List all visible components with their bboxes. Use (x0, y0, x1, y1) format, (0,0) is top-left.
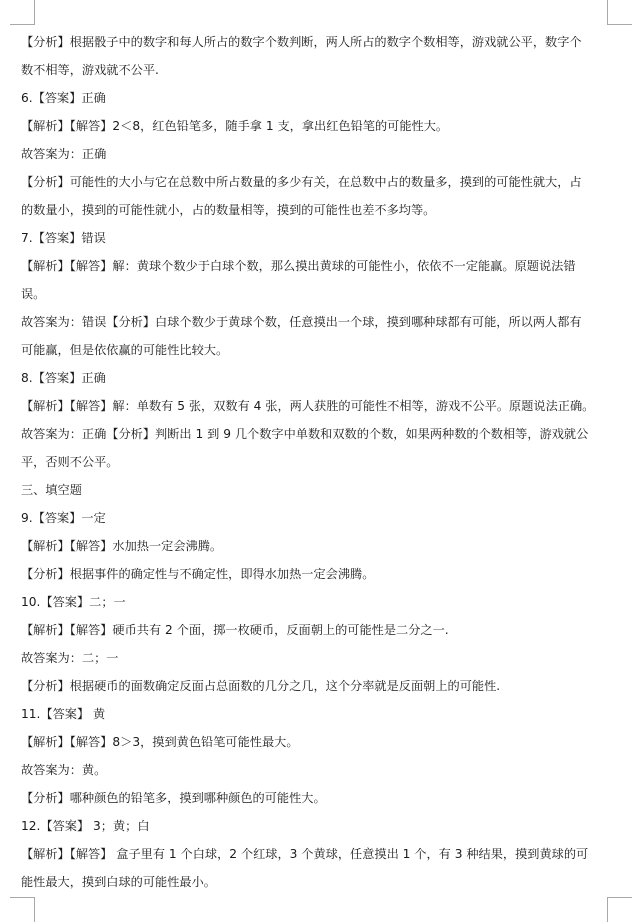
text-line: 故答案为：错误【分析】白球个数少于黄球个数，任意摸出一个球，摸到哪种球都有可能，所以两人都有 (21, 315, 582, 329)
page-corner-mark (10, 0, 35, 25)
text-line: 的数量小，摸到的可能性就小，占的数量相等，摸到的可能性也差不多均等。 (21, 203, 436, 217)
text-line: 故答案为：黄。 (21, 763, 107, 777)
text-line: 【分析】根据硬币的面数确定反面占总面数的几分之几，这个分率就是反面朝上的可能性. (21, 679, 501, 693)
text-line: 【分析】根据骰子中的数字和每人所占的数字个数判断，两人所占的数字个数相等，游戏就公平，数字个 (21, 35, 582, 49)
text-line: 【解析】【解答】解：黄球个数少于白球个数，那么摸出黄球的可能性小，依依不一定能赢。原题说法错 (21, 259, 576, 273)
text-line: 【分析】哪种颜色的铅笔多，摸到哪种颜色的可能性大。 (21, 791, 326, 805)
text-line: 能性最大，摸到白球的可能性最小。 (21, 875, 216, 889)
text-line: 【解析】【解答】 盒子里有 1 个白球，2 个红球，3 个黄球，任意摸出 1 个，有 3 种结果，摸到黄球的可 (21, 847, 589, 861)
text-line: 【分析】根据事件的确定性与不确定性，即得水加热一定会沸腾。 (21, 567, 375, 581)
text-line: 数不相等，游戏就不公平. (21, 63, 159, 77)
text-line: 故答案为：正确 (21, 147, 107, 161)
text-line: 故答案为：二；一 (21, 651, 119, 665)
answer-heading: 7.【答案】错误 (21, 231, 106, 245)
text-line: 【解析】【解答】硬币共有 2 个面，掷一枚硬币，反面朝上的可能性是二分之一. (21, 623, 449, 637)
answer-heading: 6.【答案】正确 (21, 91, 106, 105)
answer-heading: 9.【答案】一定 (21, 511, 106, 525)
text-line: 【分析】可能性的大小与它在总数中所占数量的多少有关，在总数中占的数量多，摸到的可能性就大，占 (21, 175, 582, 189)
text-line: 【解析】【解答】8＞3，摸到黄色铅笔可能性最大。 (21, 735, 299, 749)
text-line: 【解析】【解答】2＜8，红色铅笔多，随手拿 1 支，拿出红色铅笔的可能性大。 (21, 119, 449, 133)
text-line: 【解析】【解答】解：单数有 5 张，双数有 4 张，两人获胜的可能性不相等，游戏不公平。原题说法正确。 (21, 399, 595, 413)
answer-heading: 10.【答案】二；一 (21, 595, 126, 609)
answer-heading: 8.【答案】正确 (21, 371, 106, 385)
page-corner-mark (607, 0, 632, 25)
text-line: 可能赢，但是依依赢的可能性比较大。 (21, 343, 229, 357)
answer-heading: 11.【答案】 黄 (21, 707, 106, 721)
section-heading: 三、填空题 (21, 483, 82, 497)
text-line: 故答案为：正确【分析】判断出 1 到 9 几个数字中单数和双数的个数，如果两种数的个数相等，游戏就公 (21, 427, 589, 441)
text-line: 误。 (21, 287, 46, 301)
answer-heading: 12.【答案】 3；黄；白 (21, 819, 150, 833)
text-line: 【解析】【解答】水加热一定会沸腾。 (21, 539, 223, 553)
page-corner-mark (607, 897, 632, 922)
document-body (21, 28, 609, 896)
page-corner-mark (10, 897, 35, 922)
text-line: 平，否则不公平。 (21, 455, 119, 469)
